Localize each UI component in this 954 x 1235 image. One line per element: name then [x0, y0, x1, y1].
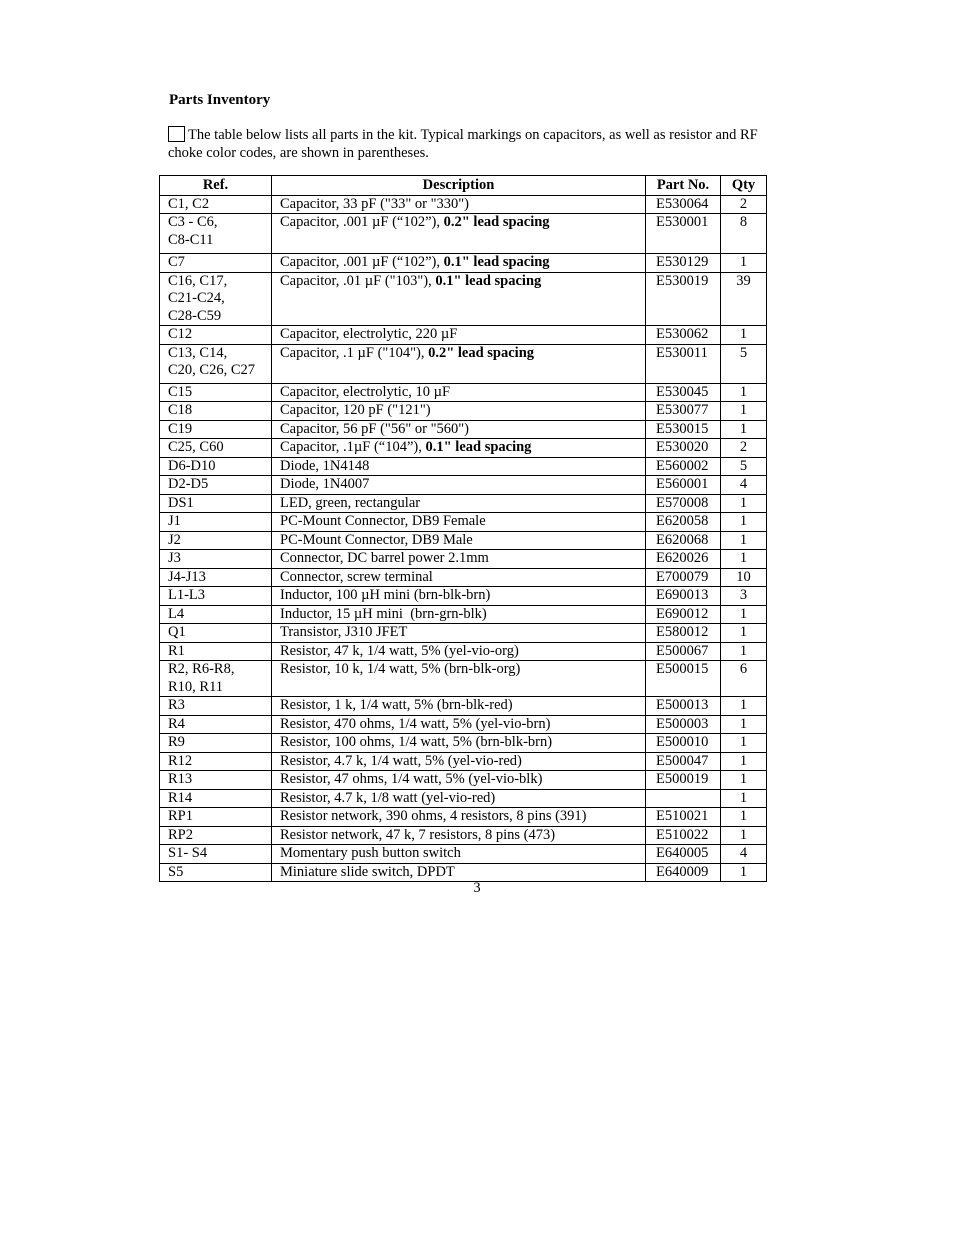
ref-cell: D6-D10: [160, 457, 272, 476]
quantity-cell: 1: [721, 734, 767, 753]
description-text: Miniature slide switch, DPDT: [280, 863, 455, 880]
part-number-cell: [646, 789, 721, 808]
table-row: [160, 457, 767, 476]
description-text: Inductor, 100 µH mini (brn-blk-brn): [280, 587, 491, 603]
ref-cell: RP2: [160, 826, 272, 845]
lead-spacing-text: 0.1" lead spacing: [443, 254, 550, 270]
description-text: Capacitor, electrolytic, 220 µF: [280, 326, 458, 342]
quantity-cell: 1: [721, 771, 767, 790]
lead-spacing-text: 0.1" lead spacing: [425, 439, 532, 455]
description-cell: [272, 808, 646, 827]
description-text: Capacitor, .001 µF (“102”),: [280, 254, 444, 270]
ref-cell: R2, R6-R8, R10, R11: [160, 661, 272, 697]
ref-cell: R12: [160, 752, 272, 771]
part-number-cell: E560002: [646, 457, 721, 476]
ref-cell: R9: [160, 734, 272, 753]
description-text: Transistor, J310 JFET: [280, 624, 408, 640]
quantity-cell: 1: [721, 789, 767, 808]
quantity-cell: 1: [721, 402, 767, 421]
part-number-cell: E500003: [646, 715, 721, 734]
part-number-cell: E640005: [646, 845, 721, 864]
description-cell: [272, 494, 646, 513]
description-cell: [272, 326, 646, 345]
description-cell: [272, 254, 646, 273]
table-header-row: [160, 176, 767, 196]
description-cell: [272, 214, 646, 254]
description-text: Resistor, 4.7 k, 1/8 watt (yel-vio-red): [280, 789, 496, 806]
quantity-cell: 10: [721, 568, 767, 587]
ref-cell: C7: [160, 254, 272, 273]
quantity-cell: 1: [721, 826, 767, 845]
header-qty: Qty: [721, 176, 767, 196]
quantity-cell: 1: [721, 513, 767, 532]
table-row: [160, 697, 767, 716]
quantity-cell: 1: [721, 624, 767, 643]
quantity-cell: 1: [721, 808, 767, 827]
description-cell: [272, 697, 646, 716]
description-text: Capacitor, .01 µF ("103"),: [280, 272, 436, 289]
ref-cell: C25, C60: [160, 439, 272, 458]
quantity-cell: 2: [721, 195, 767, 214]
table-row: [160, 420, 767, 439]
table-row: [160, 568, 767, 587]
ref-cell: J4-J13: [160, 568, 272, 587]
part-number-cell: E500010: [646, 734, 721, 753]
part-number-cell: E530020: [646, 439, 721, 458]
description-text: Momentary push button switch: [280, 845, 461, 861]
lead-spacing-text: 0.2" lead spacing: [428, 344, 535, 361]
part-number-cell: E530001: [646, 214, 721, 254]
page-title: Parts Inventory: [169, 92, 271, 108]
description-text: Resistor, 47 k, 1/4 watt, 5% (yel-vio-org): [280, 642, 519, 659]
ref-cell: C13, C14, C20, C26, C27: [160, 344, 272, 383]
quantity-cell: 1: [721, 494, 767, 513]
description-cell: [272, 715, 646, 734]
table-row: [160, 789, 767, 808]
part-number-cell: E500067: [646, 642, 721, 661]
description-text: Capacitor, 120 pF ("121"): [280, 402, 431, 418]
part-number-cell: E530077: [646, 402, 721, 421]
quantity-cell: 1: [721, 254, 767, 273]
table-row: [160, 439, 767, 458]
ref-cell: C12: [160, 326, 272, 345]
ref-cell: R1: [160, 642, 272, 661]
table-row: [160, 476, 767, 495]
intro-text: The table below lists all parts in the kit. Typical markings on capacitors, as well as resistor and RF choke color codes, are shown in parentheses.: [168, 127, 758, 161]
part-number-cell: E580012: [646, 624, 721, 643]
description-cell: [272, 402, 646, 421]
ref-cell: S5: [160, 863, 272, 882]
part-number-cell: E620058: [646, 513, 721, 532]
quantity-cell: 1: [721, 605, 767, 624]
ref-cell: C15: [160, 383, 272, 402]
ref-cell: S1- S4: [160, 845, 272, 864]
part-number-cell: E620068: [646, 531, 721, 550]
description-text: Capacitor, 33 pF ("33" or "330"): [280, 195, 470, 212]
description-text: Resistor, 1 k, 1/4 watt, 5% (brn-blk-red): [280, 697, 513, 713]
table-row: [160, 402, 767, 421]
table-row: [160, 494, 767, 513]
part-number-cell: E620026: [646, 550, 721, 569]
part-number-cell: E530015: [646, 420, 721, 439]
table-row: [160, 513, 767, 532]
description-cell: [272, 624, 646, 643]
description-cell: [272, 605, 646, 624]
page-number: 3: [473, 880, 481, 896]
table-row: [160, 214, 767, 254]
description-cell: [272, 568, 646, 587]
description-text: Capacitor, electrolytic, 10 µF: [280, 383, 451, 400]
quantity-cell: 4: [721, 845, 767, 864]
part-number-cell: E530062: [646, 326, 721, 345]
checkbox-icon[interactable]: [168, 126, 185, 142]
part-number-cell: E510021: [646, 808, 721, 827]
description-cell: [272, 734, 646, 753]
description-cell: [272, 752, 646, 771]
description-text: Resistor, 47 ohms, 1/4 watt, 5% (yel-vio-blk): [280, 771, 543, 787]
quantity-cell: 1: [721, 326, 767, 345]
description-text: Resistor, 4.7 k, 1/4 watt, 5% (yel-vio-red): [280, 752, 522, 769]
description-cell: [272, 439, 646, 458]
header-ref: Ref.: [160, 176, 272, 196]
lead-spacing-text: 0.2" lead spacing: [443, 214, 550, 230]
ref-cell: C18: [160, 402, 272, 421]
quantity-cell: 1: [721, 550, 767, 569]
ref-cell: J2: [160, 531, 272, 550]
ref-cell: R4: [160, 715, 272, 734]
quantity-cell: 5: [721, 457, 767, 476]
description-text: Resistor, 10 k, 1/4 watt, 5% (brn-blk-org): [280, 661, 521, 677]
description-text: Capacitor, .001 µF (“102”),: [280, 214, 444, 230]
quantity-cell: 1: [721, 863, 767, 882]
table-row: [160, 195, 767, 214]
part-number-cell: E500019: [646, 771, 721, 790]
quantity-cell: 1: [721, 420, 767, 439]
description-cell: [272, 642, 646, 661]
parts-table: [159, 175, 767, 882]
description-text: Resistor, 100 ohms, 1/4 watt, 5% (brn-blk-brn): [280, 734, 553, 750]
ref-cell: C3 - C6, C8-C11: [160, 214, 272, 254]
description-cell: [272, 661, 646, 697]
description-cell: [272, 344, 646, 383]
quantity-cell: 1: [721, 697, 767, 716]
ref-cell: L1-L3: [160, 587, 272, 606]
description-text: Capacitor, .1 µF ("104"),: [280, 344, 429, 361]
table-row: [160, 624, 767, 643]
part-number-cell: E500013: [646, 697, 721, 716]
description-text: Resistor, 470 ohms, 1/4 watt, 5% (yel-vio-brn): [280, 715, 551, 732]
description-text: Inductor, 15 µH mini (brn-grn-blk): [280, 605, 487, 622]
description-text: PC-Mount Connector, DB9 Female: [280, 513, 486, 529]
part-number-cell: E570008: [646, 494, 721, 513]
description-cell: [272, 587, 646, 606]
ref-cell: C1, C2: [160, 195, 272, 214]
quantity-cell: 6: [721, 661, 767, 697]
table-row: [160, 531, 767, 550]
description-cell: [272, 826, 646, 845]
table-row: [160, 734, 767, 753]
part-number-cell: E690012: [646, 605, 721, 624]
description-text: Diode, 1N4007: [280, 476, 370, 492]
table-row: [160, 272, 767, 326]
quantity-cell: 2: [721, 439, 767, 458]
table-row: [160, 808, 767, 827]
ref-cell: R3: [160, 697, 272, 716]
description-text: Capacitor, .1µF (“104”),: [280, 439, 426, 455]
description-text: Connector, screw terminal: [280, 568, 433, 585]
description-text: LED, green, rectangular: [280, 494, 421, 511]
table-row: [160, 752, 767, 771]
table-row: [160, 326, 767, 345]
quantity-cell: 39: [721, 272, 767, 326]
part-number-cell: E530045: [646, 383, 721, 402]
description-cell: [272, 272, 646, 326]
description-cell: [272, 771, 646, 790]
intro-paragraph: [168, 126, 768, 162]
ref-cell: D2-D5: [160, 476, 272, 495]
part-number-cell: E530019: [646, 272, 721, 326]
description-text: PC-Mount Connector, DB9 Male: [280, 531, 473, 548]
table-row: [160, 254, 767, 273]
quantity-cell: 1: [721, 715, 767, 734]
part-number-cell: E560001: [646, 476, 721, 495]
ref-cell: DS1: [160, 494, 272, 513]
ref-cell: R14: [160, 789, 272, 808]
description-cell: [272, 476, 646, 495]
table-row: [160, 642, 767, 661]
parts-table-body: [160, 195, 767, 882]
part-number-cell: E530064: [646, 195, 721, 214]
table-row: [160, 845, 767, 864]
header-description: Description: [272, 176, 646, 196]
ref-cell: R13: [160, 771, 272, 790]
description-cell: [272, 531, 646, 550]
table-row: [160, 771, 767, 790]
table-row: [160, 344, 767, 383]
description-cell: [272, 845, 646, 864]
table-row: [160, 383, 767, 402]
header-part-no: Part No.: [646, 176, 721, 196]
part-number-cell: E530129: [646, 254, 721, 273]
table-row: [160, 715, 767, 734]
ref-cell: J1: [160, 513, 272, 532]
part-number-cell: E700079: [646, 568, 721, 587]
description-cell: [272, 550, 646, 569]
part-number-cell: E530011: [646, 344, 721, 383]
description-text: Diode, 1N4148: [280, 457, 370, 474]
quantity-cell: 5: [721, 344, 767, 383]
quantity-cell: 1: [721, 752, 767, 771]
table-row: [160, 826, 767, 845]
part-number-cell: E690013: [646, 587, 721, 606]
part-number-cell: E500047: [646, 752, 721, 771]
quantity-cell: 1: [721, 531, 767, 550]
quantity-cell: 4: [721, 476, 767, 495]
part-number-cell: E500015: [646, 661, 721, 697]
description-cell: [272, 789, 646, 808]
description-text: Connector, DC barrel power 2.1mm: [280, 550, 489, 566]
table-row: [160, 863, 767, 882]
description-text: Resistor network, 47 k, 7 resistors, 8 pins (473): [280, 826, 556, 843]
ref-cell: C19: [160, 420, 272, 439]
table-row: [160, 605, 767, 624]
lead-spacing-text: 0.1" lead spacing: [435, 272, 542, 289]
part-number-cell: E510022: [646, 826, 721, 845]
table-row: [160, 661, 767, 697]
description-cell: [272, 513, 646, 532]
ref-cell: L4: [160, 605, 272, 624]
ref-cell: J3: [160, 550, 272, 569]
table-row: [160, 587, 767, 606]
description-cell: [272, 457, 646, 476]
description-text: Capacitor, 56 pF ("56" or "560"): [280, 420, 470, 437]
table-row: [160, 550, 767, 569]
part-number-cell: E640009: [646, 863, 721, 882]
quantity-cell: 1: [721, 383, 767, 402]
description-text: Resistor network, 390 ohms, 4 resistors, 8 pins (391): [280, 808, 587, 824]
description-cell: [272, 863, 646, 882]
quantity-cell: 8: [721, 214, 767, 254]
description-cell: [272, 195, 646, 214]
description-cell: [272, 383, 646, 402]
ref-cell: C16, C17, C21-C24, C28-C59: [160, 272, 272, 326]
ref-cell: Q1: [160, 624, 272, 643]
description-cell: [272, 420, 646, 439]
ref-cell: RP1: [160, 808, 272, 827]
quantity-cell: 3: [721, 587, 767, 606]
quantity-cell: 1: [721, 642, 767, 661]
